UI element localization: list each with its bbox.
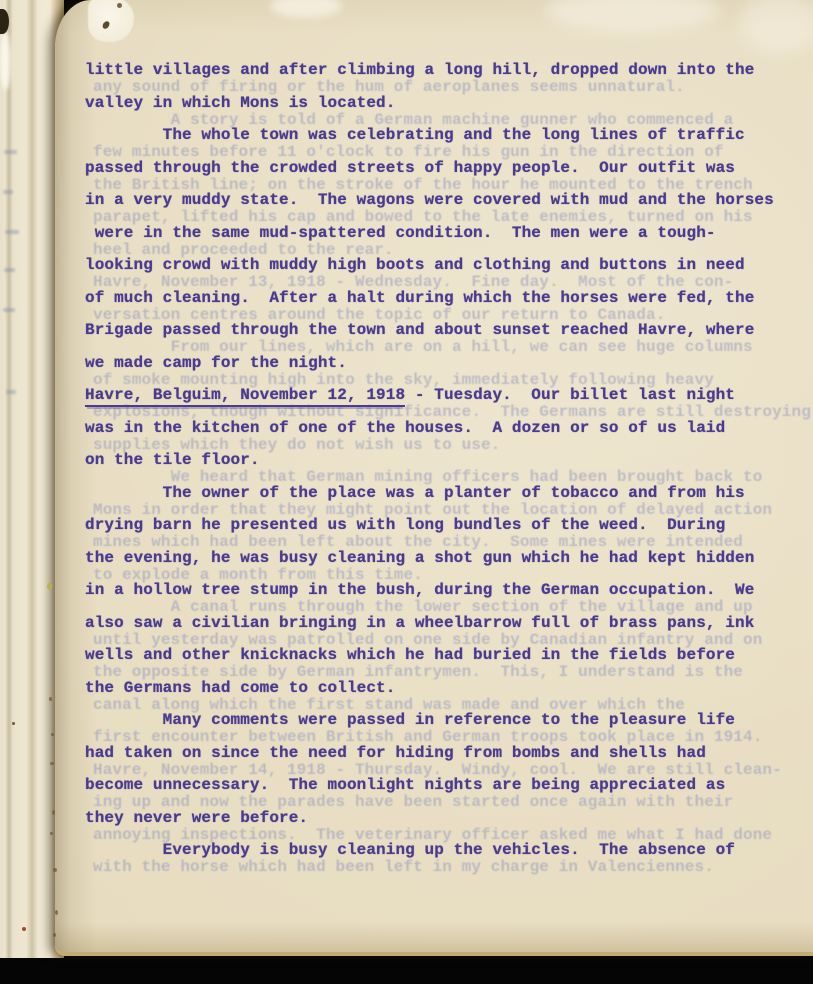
tear-speck bbox=[117, 3, 122, 8]
ghost-text-line: Havre, November 13, 1918 - Wednesday. Fine day. Most of the con- bbox=[93, 273, 734, 291]
paper-speck bbox=[22, 927, 26, 931]
ghost-text-line: A story is told of a German machine gunner who commenced a bbox=[93, 110, 734, 129]
edge-bleed-mark bbox=[4, 268, 15, 272]
typed-text-block bbox=[85, 54, 801, 867]
text-line: The whole town was celebrating and the long lines of traffic bbox=[85, 126, 745, 144]
paper-light-patch bbox=[270, 0, 342, 18]
text-line: the evening, he was busy cleaning a shot gun which he had kept hidden bbox=[85, 548, 755, 567]
text-line: were in the same mud-spattered condition. The men were a tough- bbox=[85, 223, 716, 242]
text-line: of much cleaning. After a halt during which the horses were fed, the bbox=[85, 288, 755, 307]
stitch-dot bbox=[50, 762, 54, 765]
ghost-text-line: explosions, though without significance. The Germans are still destroying bbox=[93, 403, 811, 421]
text-line: Many comments were passed in reference to the pleasure life bbox=[85, 711, 736, 729]
paper-light-patch bbox=[740, 0, 813, 54]
paper-tear bbox=[88, 0, 134, 42]
text-line: drying barn he presented us with long bundles of the weed. During bbox=[85, 516, 726, 534]
edge-bleed-mark bbox=[3, 308, 15, 312]
stitch-dot bbox=[55, 910, 58, 915]
stitch-dot bbox=[50, 832, 53, 835]
ghost-text-line: Havre, November 14, 1918 - Thursday. Windy, cool. We are still clean- bbox=[93, 760, 782, 779]
ghost-text-line: annoying inspections. The veterinary officer asked me what I had done bbox=[93, 825, 773, 844]
text-line: Everybody is busy cleaning up the vehicles. The absence of bbox=[85, 841, 736, 859]
text-line: valley in which Mons is located. bbox=[85, 93, 396, 112]
text-line: on the tile floor. bbox=[85, 451, 260, 469]
ghost-text-line: mines which had been left about the city. Some mines were intended bbox=[93, 533, 744, 551]
ghost-text-line: first encounter between British and German troops took place in 1914. bbox=[93, 728, 763, 746]
edge-bleed-mark bbox=[4, 150, 17, 154]
text-line: in a very muddy state. The wagons were covered with mud and the horses bbox=[85, 191, 774, 209]
diary-page bbox=[55, 0, 813, 956]
text-line: little villages and after climbing a long hill, dropped down into the bbox=[85, 61, 755, 79]
edge-bleed-mark bbox=[6, 390, 16, 394]
text-line: they never were before. bbox=[85, 808, 309, 827]
text-line: we made camp for the night. bbox=[85, 353, 347, 372]
text-line: wells and other knicknacks which he had buried in the fields before bbox=[85, 646, 736, 664]
text-line: The owner of the place was a planter of tobacco and from his bbox=[85, 483, 745, 502]
stitch-dot bbox=[51, 733, 54, 736]
stitch-dot bbox=[53, 933, 56, 937]
text-line: passed through the crowded streets of happy people. Our outfit was bbox=[85, 158, 736, 177]
ghost-text-line: of smoke mounting high into the sky, immediately following heavy bbox=[93, 370, 714, 389]
ghost-text-line: parapet, lifted his cap and bowed to the late enemies, turned on his bbox=[93, 208, 753, 226]
text-line: Havre, Belguim, November 12, 1918 - Tuesday. Our billet last night bbox=[85, 379, 801, 412]
ghost-text-line: We heard that German mining officers had been brought back to bbox=[93, 468, 763, 486]
ghost-text-line: A canal runs through the lower section of the village and up bbox=[93, 598, 753, 616]
paper-highlight bbox=[0, 32, 11, 90]
ghost-text-line: Mons in order that they might point out the location of delayed action bbox=[93, 500, 773, 519]
ghost-text-line: the opposite side by German infantrymen. This, I understand is the bbox=[93, 663, 744, 681]
ghost-text-line: any sound of firing or the hum of aeroplanes seems unnatural. bbox=[93, 78, 685, 96]
text-line: in a hollow tree stump in the bush, during the German occupation. We bbox=[85, 581, 755, 599]
paper-speck bbox=[47, 583, 52, 590]
edge-bleed-mark bbox=[5, 230, 19, 234]
text-line: become unnecessary. The moonlight nights are being appreciated as bbox=[85, 776, 726, 794]
ghost-text-line: the British line; on the stroke of the hour he mounted to the trench bbox=[93, 175, 753, 194]
ghost-text-line: From our lines, which are on a hill, we can see huge columns bbox=[93, 338, 753, 356]
underlined-date-heading: Havre, Belguim, November 12, 1918 bbox=[85, 386, 405, 407]
text-line: also saw a civilian bringing in a wheelbarrow full of brass pans, ink bbox=[85, 613, 755, 632]
ghost-text-line: to explode a month from this time. bbox=[93, 565, 423, 584]
paper-light-patch bbox=[545, 0, 720, 32]
ghost-text-line: few minutes before 11 o'clock to fire his gun in the direction of bbox=[93, 143, 724, 161]
text-line: the Germans had come to collect. bbox=[85, 678, 396, 697]
stitch-dot bbox=[53, 868, 57, 872]
text-line: Brigade passed through the town and about sunset reached Havre, where bbox=[85, 321, 755, 339]
text-line: was in the kitchen of one of the houses. A dozen or so of us laid bbox=[85, 418, 726, 437]
ghost-text-line: versation centres around the topic of our return to Canada. bbox=[93, 305, 666, 324]
stitch-dot bbox=[49, 697, 52, 701]
text-line: looking crowd with muddy high boots and clothing and buttons in need bbox=[85, 256, 745, 274]
ghost-text-line: heel and proceeded to the rear. bbox=[93, 240, 394, 259]
text-line: had taken on since the need for hiding from bombs and shells had bbox=[85, 743, 706, 762]
binding-notch bbox=[0, 9, 9, 34]
ghost-text-line: ing up and now the parades have been started once again with their bbox=[93, 793, 734, 811]
ghost-text-line: until yesterday was patrolled on one side by Canadian infantry and on bbox=[93, 630, 763, 649]
paper-speck bbox=[12, 722, 15, 725]
ghost-text-line: canal along which the first stand was made and over which the bbox=[93, 695, 685, 714]
edge-bleed-mark bbox=[3, 190, 13, 194]
stitch-dot bbox=[52, 810, 55, 815]
ghost-text-line: supplies which they do not wish us to use. bbox=[93, 435, 501, 454]
ghost-text-line: with the horse which had been left in my charge in Valenciennes. bbox=[93, 858, 714, 876]
